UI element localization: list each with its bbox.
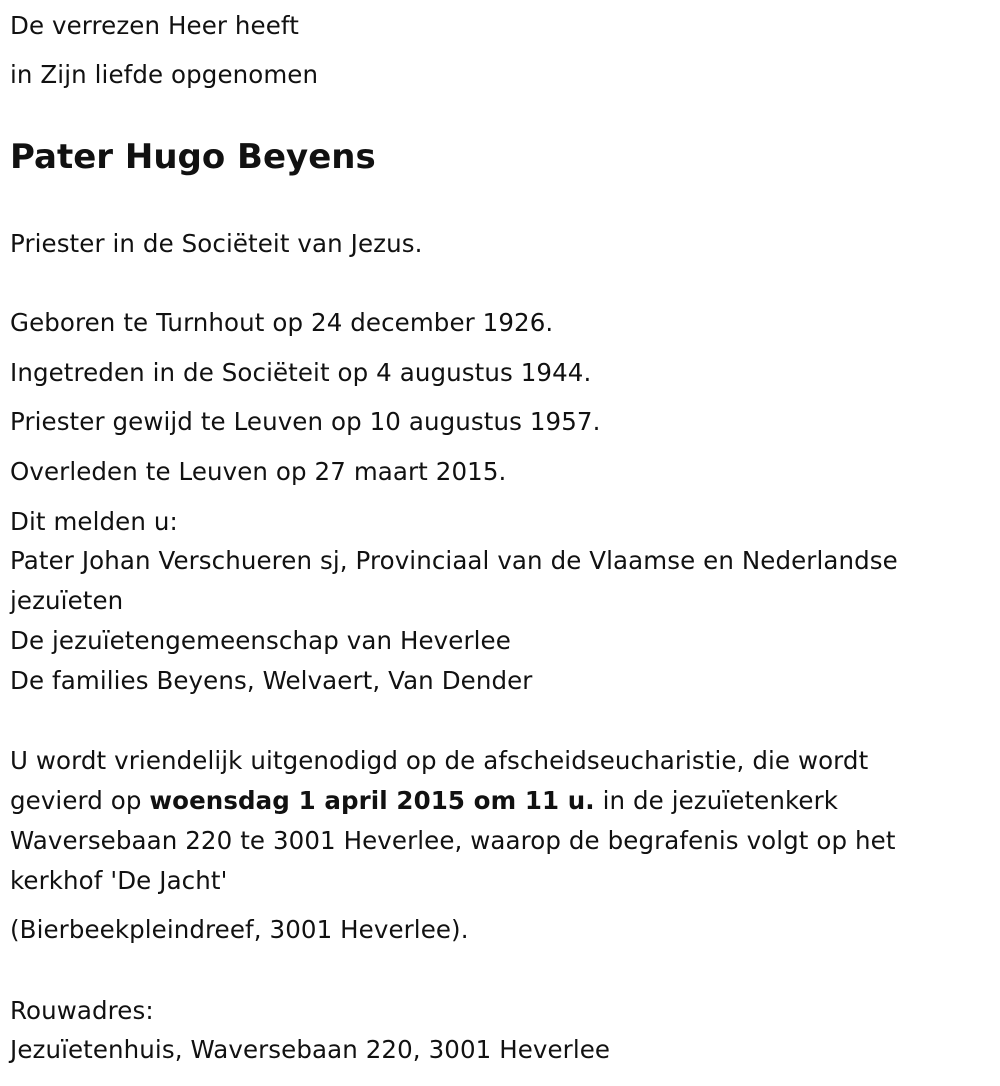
- announcer-line-1: Pater Johan Verschueren sj, Provinciaal van de Vlaamse en Nederlandse: [10, 546, 898, 575]
- born-line: Geboren te Turnhout op 24 december 1926.: [10, 308, 554, 337]
- died-line: Overleden te Leuven op 27 maart 2015.: [10, 457, 507, 486]
- announcer-line-3: De jezuïetengemeenschap van Heverlee: [10, 626, 511, 655]
- invitation-line-3: Waversebaan 220 te 3001 Heverlee, waarop de begrafenis volgt op het: [10, 826, 896, 855]
- announcer-line-4: De families Beyens, Welvaert, Van Dender: [10, 666, 533, 695]
- role-line: Priester in de Sociëteit van Jezus.: [10, 229, 423, 258]
- entered-line: Ingetreden in de Sociëteit op 4 augustus 1944.: [10, 358, 592, 387]
- invitation-line-2-post: in de jezuïetenkerk: [594, 786, 839, 815]
- invitation-line-5: (Bierbeekpleindreef, 3001 Heverlee).: [10, 915, 469, 944]
- invitation-line-1: U wordt vriendelijk uitgenodigd op de afscheidseucharistie, die wordt: [10, 746, 869, 775]
- ordained-line: Priester gewijd te Leuven op 10 augustus 1957.: [10, 407, 601, 436]
- intro-line-2: in Zijn liefde opgenomen: [10, 60, 319, 89]
- address-line: Jezuïetenhuis, Waversebaan 220, 3001 Heverlee: [10, 1035, 611, 1064]
- announcer-line-2: jezuïeten: [10, 586, 124, 615]
- ceremony-datetime: woensdag 1 april 2015 om 11 u.: [149, 786, 595, 815]
- invitation-line-4: kerkhof 'De Jacht': [10, 866, 228, 895]
- announcers-heading: Dit melden u:: [10, 507, 178, 536]
- invitation-line-2-pre: gevierd op: [10, 786, 150, 815]
- invitation-line-2: [10, 781, 838, 821]
- intro-line-1: De verrezen Heer heeft: [10, 11, 299, 40]
- deceased-name: Pater Hugo Beyens: [10, 137, 376, 177]
- address-heading: Rouwadres:: [10, 996, 154, 1025]
